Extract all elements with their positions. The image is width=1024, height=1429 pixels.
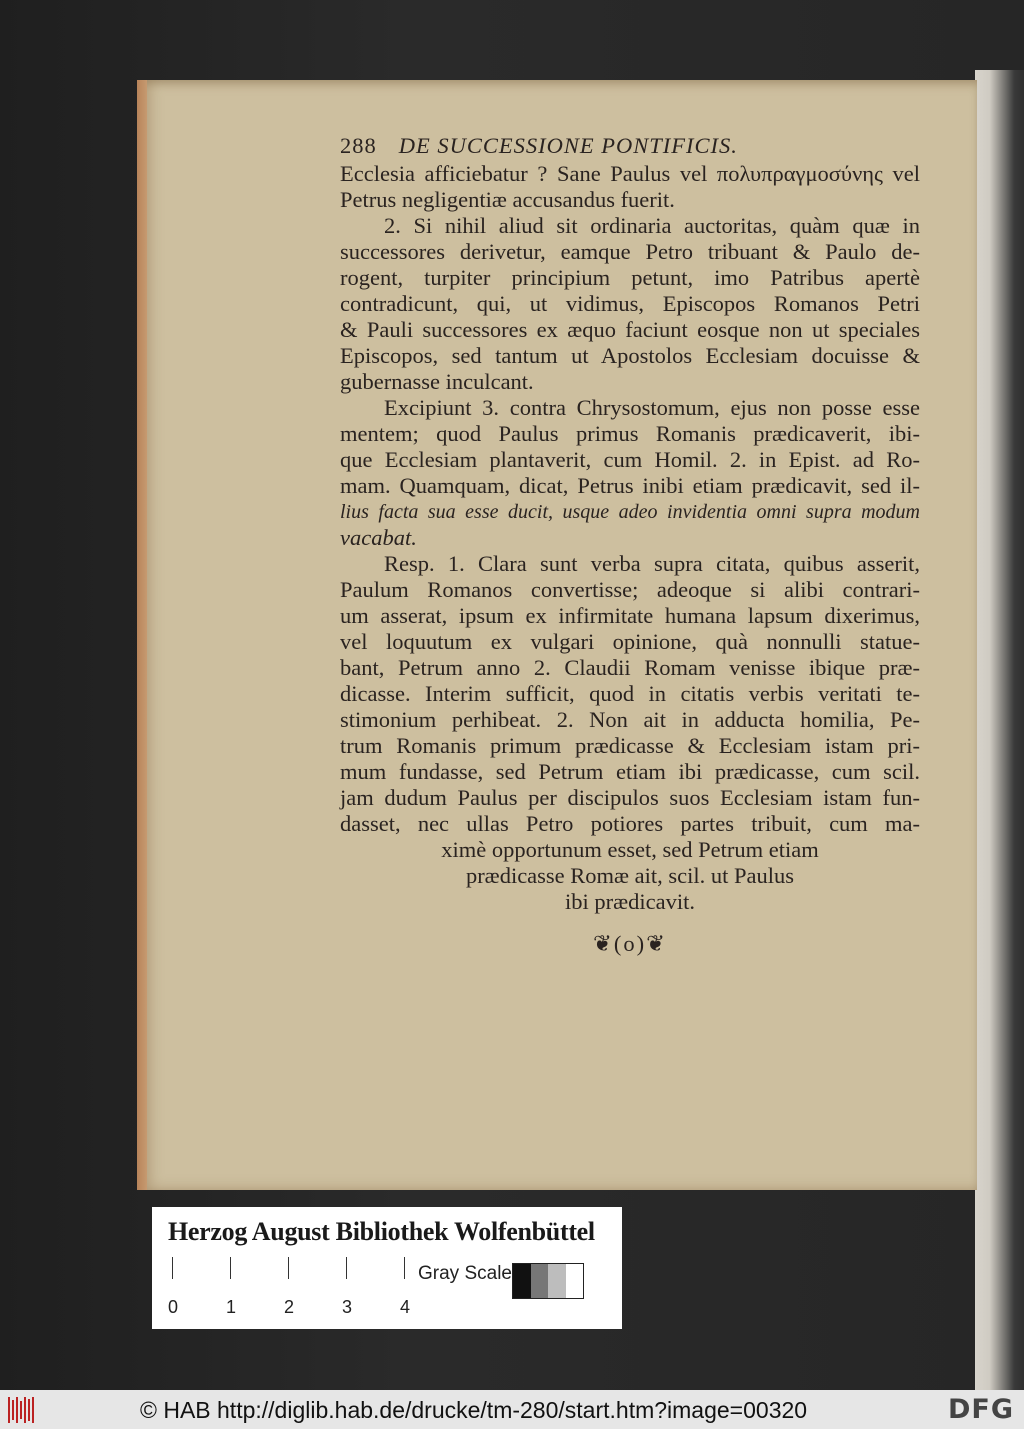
text-line: gubernasse inculcant. xyxy=(340,369,534,394)
text-line: Resp. 1. Clara sunt verba supra citata, quibus asserit, xyxy=(384,551,920,576)
text-line: um asserat, ipsum ex infirmitate humana lapsum dixerimus, xyxy=(340,603,920,628)
text-line: dicasse. Interim sufficit, quod in citatis verbis veritati te- xyxy=(340,681,920,706)
text-line: lius facta sua esse ducit, usque adeo invidentia omni supra modum xyxy=(340,501,920,523)
gray-scale-swatches xyxy=(512,1263,584,1299)
viewer-footer xyxy=(0,1390,1024,1429)
source-url-link[interactable]: © HAB http://diglib.hab.de/drucke/tm-280/start.htm?image=00320 xyxy=(140,1397,808,1423)
text-line: ibi prædicavit. xyxy=(565,889,695,914)
library-name: Herzog August Bibliothek Wolfenbüttel xyxy=(168,1217,595,1246)
ruler-number: 0 xyxy=(168,1297,179,1317)
text-line: Paulum Romanos convertisse; adeoque si alibi contrari- xyxy=(340,577,920,602)
text-line: Petrus negligentiæ accusandus fuerit. xyxy=(340,187,675,212)
text-line: mam. Quamquam, dicat, Petrus inibi etiam prædicavit, sed il- xyxy=(340,473,920,498)
ruler-tick xyxy=(346,1257,347,1279)
ruler-number: 2 xyxy=(284,1297,295,1317)
gray-swatch xyxy=(531,1264,549,1298)
text-line: rogent, turpiter principium petunt, imo Patribus apertè xyxy=(340,265,920,290)
ruler-number: 3 xyxy=(342,1297,353,1317)
text-line: trum Romanis primum prædicasse & Ecclesiam istam pri- xyxy=(340,733,920,758)
ruler-tick xyxy=(230,1257,231,1279)
text-line: contradicunt, qui, ut vidimus, Episcopos Romanos Petri xyxy=(340,291,920,316)
printer-ornament: ❦(o)❦ xyxy=(593,931,667,956)
running-head xyxy=(340,133,920,159)
text-line: jam dudum Paulus per discipulos suos Ecclesiam istam fun- xyxy=(340,785,920,810)
library-color-card xyxy=(152,1207,622,1329)
dfg-logo: DFG xyxy=(947,1394,1014,1425)
page-text xyxy=(340,133,920,957)
text-line: Excipiunt 3. contra Chrysostomum, ejus non posse esse xyxy=(384,395,920,420)
text-line: vacabat. xyxy=(340,525,417,550)
barcode-icon xyxy=(8,1397,38,1423)
text-line: que Ecclesiam plantaverit, cum Homil. 2. in Epist. ad Ro- xyxy=(340,447,920,472)
text-line: mentem; quod Paulus primus Romanis prædicaverit, ibi- xyxy=(340,421,920,446)
ruler-number: 1 xyxy=(226,1297,237,1317)
text-line: successores derivetur, eamque Petro tribuant & Paulo de- xyxy=(340,239,920,264)
ruler-number: 4 xyxy=(400,1297,411,1317)
gray-scale-label: Gray Scale xyxy=(418,1263,512,1284)
adjacent-page-edge xyxy=(975,70,1024,1390)
text-line: mum fundasse, sed Petrum etiam ibi prædicasse, cum scil. xyxy=(340,759,920,784)
ruler-tick xyxy=(288,1257,289,1279)
text-line: prædicasse Romæ ait, scil. ut Paulus xyxy=(465,863,795,888)
gray-swatch xyxy=(548,1264,566,1298)
text-line: dasset, nec ullas Petro potiores partes tribuit, cum ma- xyxy=(340,811,920,836)
text-line: stimonium perhibeat. 2. Non ait in adducta homilia, Pe- xyxy=(340,707,920,732)
text-line: ximè opportunum esset, sed Petrum etiam xyxy=(441,837,819,862)
text-line: vel loquutum ex vulgari opinione, quà nonnulli statue- xyxy=(340,629,920,654)
text-line: Episcopos, sed tantum ut Apostolos Ecclesiam docuisse & xyxy=(340,343,920,368)
scale-ruler xyxy=(168,1257,411,1317)
text-line: & Pauli successores ex æquo faciunt eosque non ut speciales xyxy=(340,317,920,342)
running-title: DE SUCCESSIONE PONTIFICIS. xyxy=(398,133,738,158)
text-line: 2. Si nihil aliud sit ordinaria auctoritas, quàm quæ in xyxy=(384,213,920,238)
ruler-tick xyxy=(404,1257,405,1279)
gray-swatch xyxy=(513,1264,531,1298)
page-fore-edge xyxy=(137,80,147,1190)
page-number: 288 xyxy=(340,133,377,158)
ruler-tick xyxy=(172,1257,173,1279)
text-line: Ecclesia afficiebatur ? Sane Paulus vel πολυπραγμοσύνης vel xyxy=(340,161,920,186)
gray-swatch xyxy=(566,1264,584,1298)
text-line: bant, Petrum anno 2. Claudii Romam venisse ibique præ- xyxy=(340,655,920,680)
